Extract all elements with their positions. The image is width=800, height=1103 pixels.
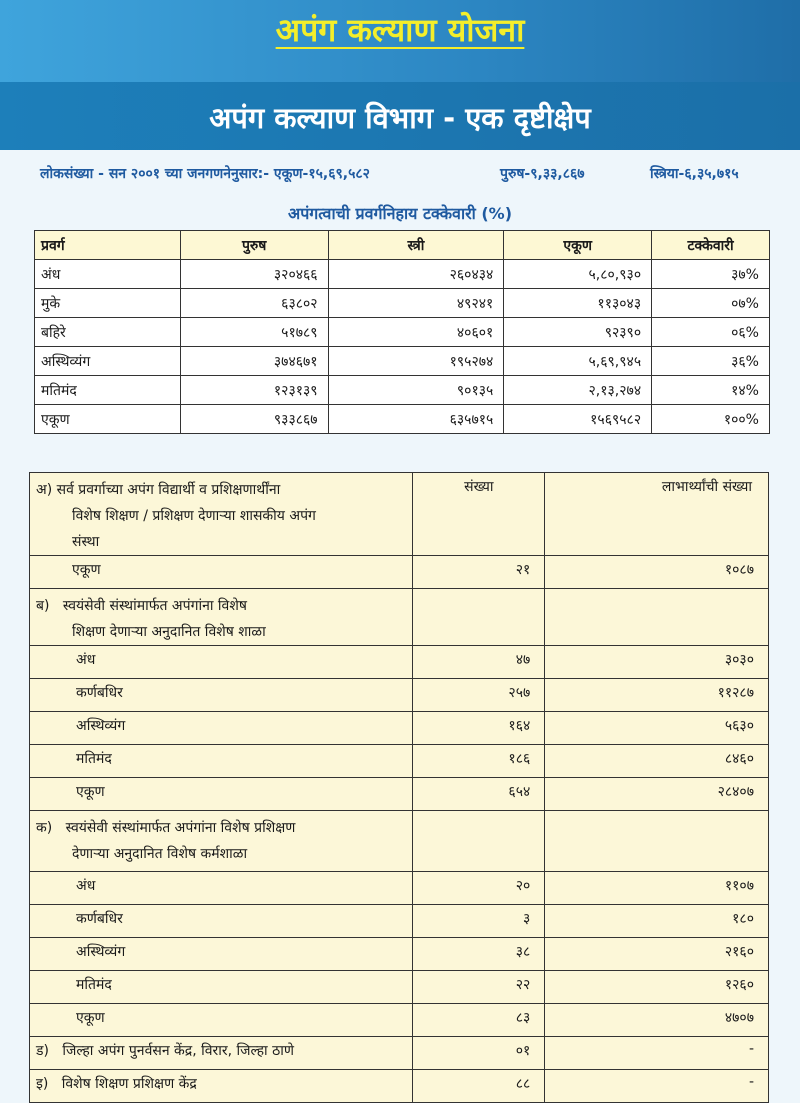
cell-count: २५७: [413, 679, 545, 712]
cell-male: ५१७८९: [180, 318, 328, 347]
table-row: [30, 938, 769, 971]
sub-title: अपंग कल्याण विभाग - एक दृष्टीक्षेप: [209, 101, 591, 135]
col-header-male: पुरुष: [180, 231, 328, 260]
cell-female: १९५२७४: [328, 347, 504, 376]
row-label-text: एकूण: [76, 1010, 105, 1026]
empty-cell: [413, 811, 545, 872]
cell-beneficiaries: ११२८७: [545, 679, 769, 712]
section-d-prefix: ड): [36, 1043, 49, 1059]
cell-female: ९०१३५: [328, 376, 504, 405]
table-row: [35, 347, 770, 376]
section-e-title: [30, 1070, 413, 1103]
row-label: [30, 971, 413, 1004]
cell-count: ८३: [413, 1004, 545, 1037]
section-e-row: [30, 1070, 769, 1103]
col-header-total: एकूण: [504, 231, 652, 260]
table-row: [30, 971, 769, 1004]
cell-male: ३७४६७१: [180, 347, 328, 376]
row-label: [30, 646, 413, 679]
cell-male: ३२०४६६: [180, 260, 328, 289]
cell-male: ६३८०२: [180, 289, 328, 318]
cell-male: ९३३८६७: [180, 405, 328, 434]
cell-category: मतिमंद: [35, 376, 181, 405]
cell-total: १५६९५८२: [504, 405, 652, 434]
row-label-text: अस्थिव्यंग: [76, 944, 126, 960]
cell-count: ३८: [413, 938, 545, 971]
table-row: [35, 289, 770, 318]
section-a-line: विशेष शिक्षण / प्रशिक्षण देणाऱ्या शासकीय अपंग: [72, 508, 316, 524]
cell-count: ४७: [413, 646, 545, 679]
institutions-table: [29, 472, 769, 1103]
cell-percent: ३६%: [652, 347, 770, 376]
cell-category: एकूण: [35, 405, 181, 434]
table-header-row: [35, 231, 770, 260]
section-b-prefix: ब): [36, 598, 50, 614]
table-row: [35, 376, 770, 405]
cell-count: १६४: [413, 712, 545, 745]
cell-beneficiaries: २८४०७: [545, 778, 769, 811]
section-a-line: अ) सर्व प्रवर्गाच्या अपंग विद्यार्थी व प्रशिक्षणार्थींना: [36, 482, 281, 498]
section-b-line: [36, 593, 406, 619]
section-b-header-row: [30, 589, 769, 646]
cell-category: बहिरे: [35, 318, 181, 347]
section-e-text: विशेष शिक्षण प्रशिक्षण केंद्र: [61, 1076, 197, 1092]
section-b-text: स्वयंसेवी संस्थांमार्फत अपंगांना विशेष: [62, 598, 247, 614]
row-label-text: मतिमंद: [76, 751, 112, 767]
cell-beneficiaries: ५६३०: [545, 712, 769, 745]
cell-total: २,१३,२७४: [504, 376, 652, 405]
col-header-count: संख्या: [413, 473, 545, 556]
cell-beneficiaries: ३०३०: [545, 646, 769, 679]
row-label: [30, 745, 413, 778]
section-a-line: संस्था: [72, 534, 100, 550]
cell-beneficiaries: १०८७: [545, 556, 769, 589]
cell-percent: ३७%: [652, 260, 770, 289]
section-c-text: स्वयंसेवी संस्थांमार्फत अपंगांना विशेष प्रशिक्षण: [65, 820, 296, 836]
cell-total: ५,६९,९४५: [504, 347, 652, 376]
section-a-header-row: [30, 473, 769, 556]
main-title: अपंग कल्याण योजना: [275, 11, 525, 49]
table-row: [30, 712, 769, 745]
row-label: [30, 905, 413, 938]
table-row: [30, 872, 769, 905]
table-row: [30, 745, 769, 778]
cell-beneficiaries: २१६०: [545, 938, 769, 971]
cell-count: ६५४: [413, 778, 545, 811]
section-c-prefix: क): [36, 820, 53, 836]
cell-male: १२३१३९: [180, 376, 328, 405]
cell-female: २६०४३४: [328, 260, 504, 289]
section-d-title: [30, 1037, 413, 1070]
cell-category: अस्थिव्यंग: [35, 347, 181, 376]
cell-count: ८८: [413, 1070, 545, 1103]
cell-total: ५,८०,९३०: [504, 260, 652, 289]
table-row: [30, 679, 769, 712]
empty-cell: [413, 589, 545, 646]
col-header-category: प्रवर्ग: [35, 231, 181, 260]
cell-count: ०१: [413, 1037, 545, 1070]
cell-female: ६३५७१५: [328, 405, 504, 434]
row-label: [30, 712, 413, 745]
section-c-title: [30, 811, 413, 872]
row-label-text: एकूण: [76, 784, 105, 800]
row-label-text: अंध: [76, 878, 96, 894]
population-male: पुरुष-९,३३,८६७: [500, 166, 585, 182]
row-label: [30, 1004, 413, 1037]
cell-beneficiaries: १८०: [545, 905, 769, 938]
section-a-title: [30, 473, 413, 556]
col-header-beneficiaries: लाभार्थ्यांची संख्या: [545, 473, 769, 556]
table-row-total: [35, 405, 770, 434]
row-label: [30, 679, 413, 712]
section-d-text: जिल्हा अपंग पुनर्वसन केंद्र, विरार, जिल्हा ठाणे: [62, 1043, 294, 1059]
row-label-text: कर्णबधिर: [76, 911, 123, 927]
row-label-text: कर्णबधिर: [76, 685, 123, 701]
table-row: [30, 646, 769, 679]
row-label-text: अंध: [76, 652, 96, 668]
cell-total: ९२३९०: [504, 318, 652, 347]
row-label-text: अस्थिव्यंग: [76, 718, 126, 734]
cell-count: ३: [413, 905, 545, 938]
table-row: [35, 318, 770, 347]
col-header-percent: टक्केवारी: [652, 231, 770, 260]
cell-beneficiaries: ४७०७: [545, 1004, 769, 1037]
table-row: [30, 905, 769, 938]
row-label: [30, 778, 413, 811]
empty-cell: [545, 589, 769, 646]
cell-count: १८६: [413, 745, 545, 778]
cell-count: २२: [413, 971, 545, 1004]
cell-beneficiaries: ११०७: [545, 872, 769, 905]
population-total: लोकसंख्या - सन २००१ च्या जनगणनेनुसार:- एकूण-१५,६९,५८२: [40, 166, 370, 182]
cell-category: मुके: [35, 289, 181, 318]
row-label: [30, 938, 413, 971]
section-c-line: देणाऱ्या अनुदानित विशेष कर्मशाळा: [72, 846, 248, 862]
table-row-total: [30, 1004, 769, 1037]
section-c-header-row: [30, 811, 769, 872]
section-b-title: [30, 589, 413, 646]
cell-percent: १००%: [652, 405, 770, 434]
cell-female: ४९२४१: [328, 289, 504, 318]
row-label: [30, 872, 413, 905]
section-d-row: [30, 1037, 769, 1070]
cell-category: अंध: [35, 260, 181, 289]
cell-percent: ०७%: [652, 289, 770, 318]
population-female: स्त्रिया-६,३५,७१५: [650, 166, 739, 182]
table-row-total: [30, 778, 769, 811]
cell-percent: १४%: [652, 376, 770, 405]
section-c-line: [36, 815, 406, 841]
percent-table-title: अपंगत्वाची प्रवर्गनिहाय टक्केवारी (%): [287, 204, 513, 223]
row-label-text: मतिमंद: [76, 977, 112, 993]
cell-beneficiaries: -: [545, 1037, 769, 1070]
row-label: [30, 556, 413, 589]
table-row-total: [30, 556, 769, 589]
cell-beneficiaries: -: [545, 1070, 769, 1103]
empty-cell: [545, 811, 769, 872]
section-e-prefix: इ): [36, 1076, 49, 1092]
cell-count: २१: [413, 556, 545, 589]
col-header-female: स्त्री: [328, 231, 504, 260]
cell-female: ४०६०१: [328, 318, 504, 347]
percent-table: [34, 230, 770, 434]
cell-count: २०: [413, 872, 545, 905]
cell-total: ११३०४३: [504, 289, 652, 318]
section-b-line: शिक्षण देणाऱ्या अनुदानित विशेष शाळा: [72, 624, 266, 640]
cell-beneficiaries: ८४६०: [545, 745, 769, 778]
table-row: [35, 260, 770, 289]
cell-beneficiaries: १२६०: [545, 971, 769, 1004]
row-label-text: एकूण: [72, 562, 101, 578]
cell-percent: ०६%: [652, 318, 770, 347]
